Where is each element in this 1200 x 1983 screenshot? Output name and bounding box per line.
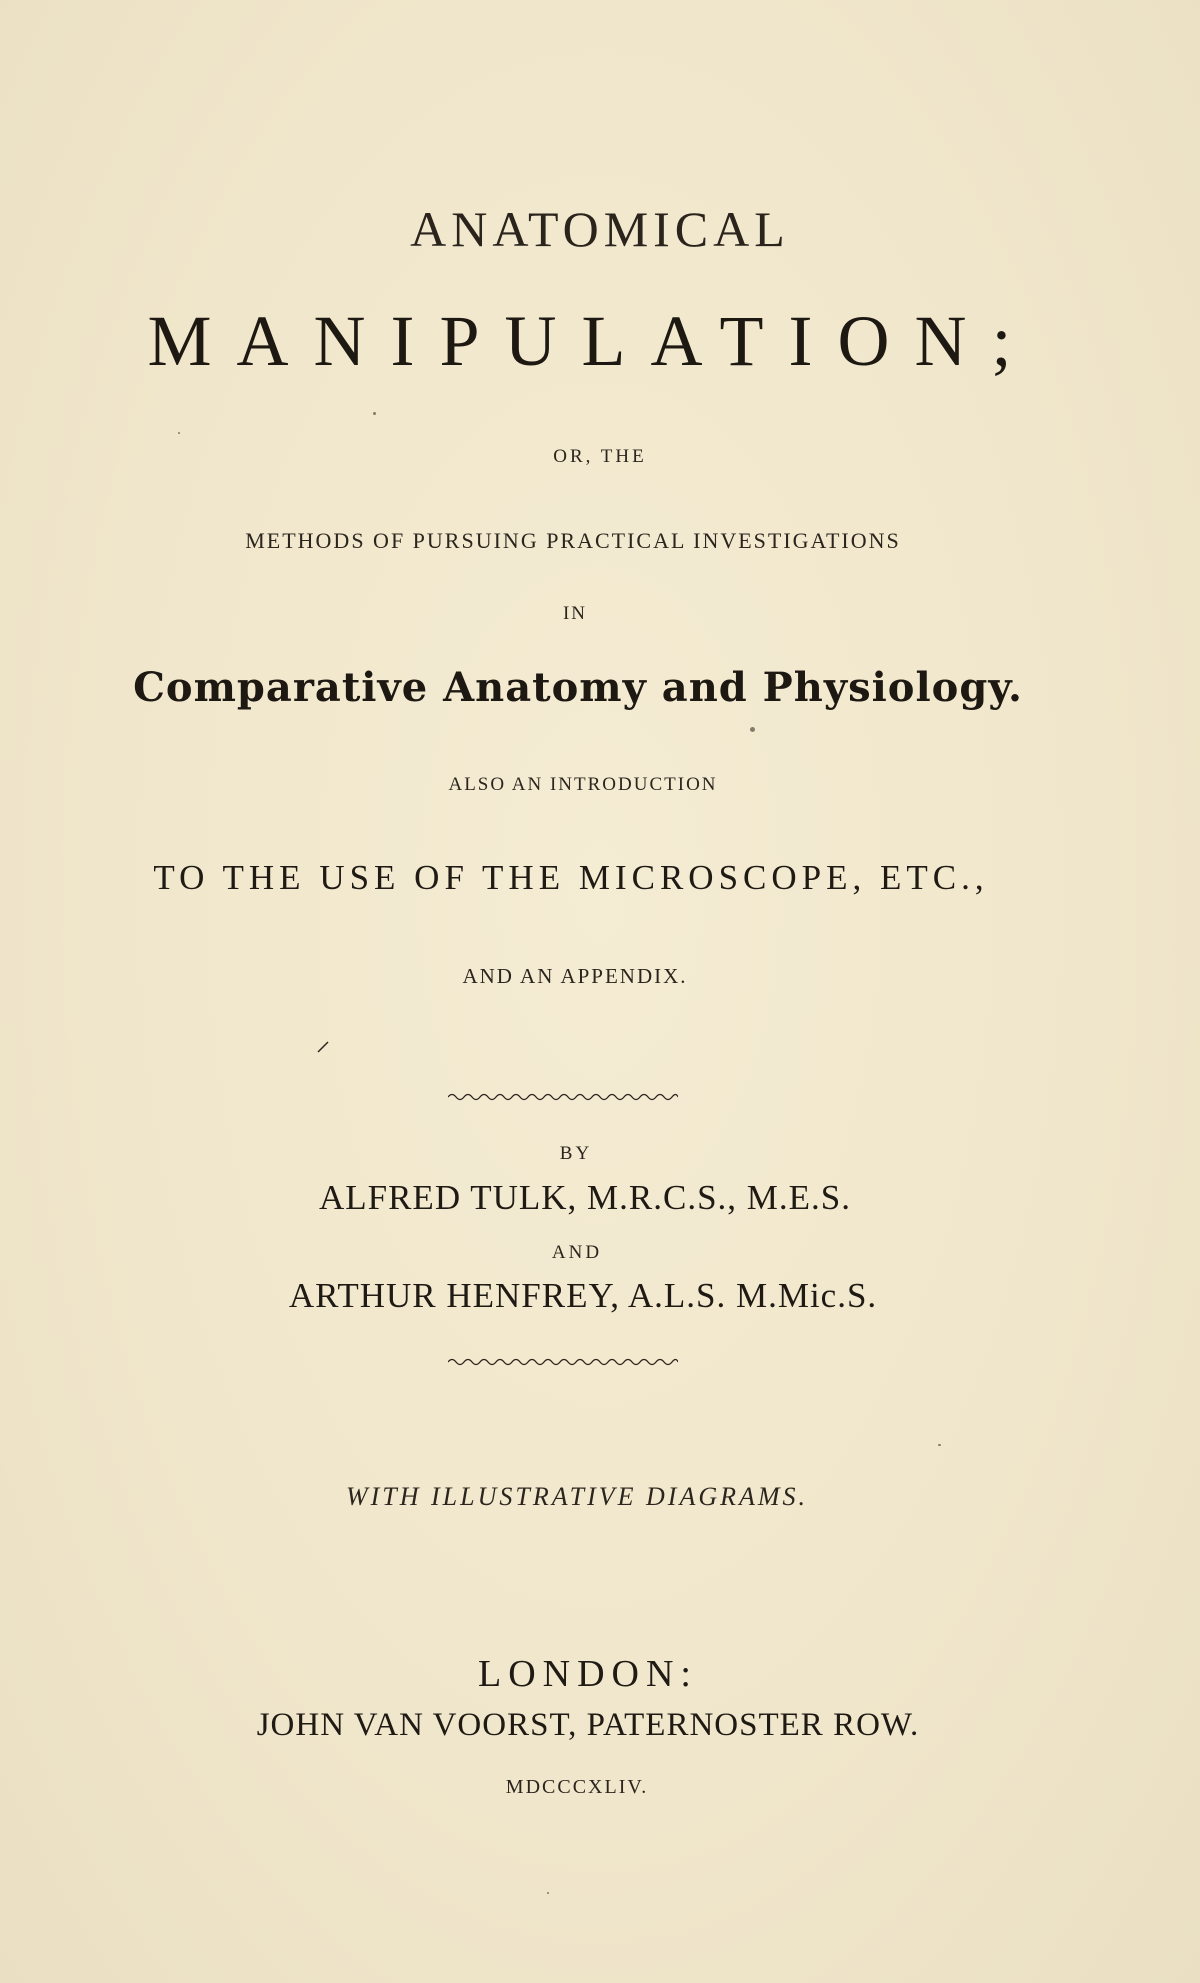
subtitle-microscope: TO THE USE OF THE MICROSCOPE, ETC., <box>153 858 989 897</box>
subtitle-methods: METHODS OF PURSUING PRACTICAL INVESTIGATIONS <box>245 528 901 553</box>
illustrative-diagrams-note: WITH ILLUSTRATIVE DIAGRAMS. <box>345 1482 809 1511</box>
subtitle-or-the: OR, THE <box>553 446 647 467</box>
subtitle-also-introduction: ALSO AN INTRODUCTION <box>448 774 718 795</box>
author-alfred-tulk: ALFRED TULK, M.R.C.S., M.E.S. <box>318 1178 852 1217</box>
paper-speck <box>750 727 755 732</box>
imprint-publisher: JOHN VAN VOORST, PATERNOSTER ROW. <box>256 1707 920 1743</box>
paper-speck <box>373 412 376 415</box>
subtitle-blackletter-subject: Comparative Anatomy and Physiology. <box>133 664 1023 711</box>
paper-speck <box>547 1892 549 1894</box>
subtitle-in: IN <box>562 603 588 624</box>
imprint-year: MDCCCXLIV. <box>505 1776 649 1798</box>
imprint-city: LONDON: <box>478 1653 698 1695</box>
decorative-wavy-rule <box>448 1355 678 1369</box>
byline-and: AND <box>551 1242 603 1263</box>
title-line-anatomical: ANATOMICAL <box>410 201 790 257</box>
decorative-wavy-rule <box>448 1090 678 1104</box>
paper-speck <box>178 432 180 434</box>
pen-mark <box>316 1040 330 1054</box>
author-arthur-henfrey: ARTHUR HENFREY, A.L.S. M.Mic.S. <box>288 1276 878 1315</box>
paper-speck <box>938 1444 941 1446</box>
byline-by: BY <box>559 1143 593 1164</box>
title-line-manipulation: MANIPULATION; <box>147 301 1037 381</box>
subtitle-appendix: AND AN APPENDIX. <box>462 964 688 988</box>
